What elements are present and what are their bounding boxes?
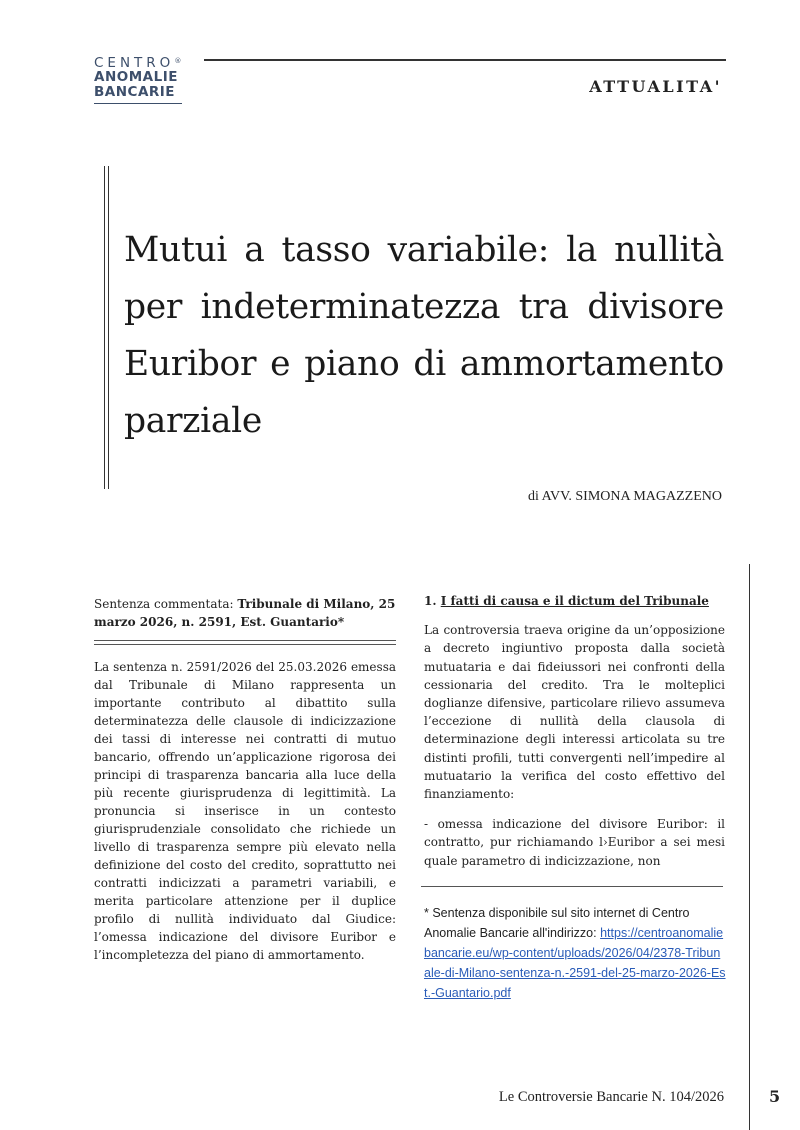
left-column: [94, 595, 396, 964]
footnote-text: * Sentenza disponibile sul sito internet di Centro Anomalie Bancarie all'indirizzo:: [424, 906, 690, 940]
footnote: [424, 903, 726, 1003]
publisher-logo: [94, 56, 206, 104]
cited-label: Sentenza commentata:: [94, 597, 238, 611]
right-margin-bar: [749, 564, 750, 1130]
header-rule: [204, 59, 726, 61]
bullet-paragraph: - omessa indicazione del divisore Euribor: il contratto, pur richiamando l›Euribor a sei mesi quale parametro di indicizzazione, non: [424, 817, 725, 868]
journal-footer: Le Controversie Bancarie N. 104/2026: [498, 1089, 724, 1105]
footnote-link[interactable]: https://centroanomaliebancarie.eu/wp-content/uploads/2026/04/2378-Tribunale-di-Milano-sentenza-n.-2591-del-25-marzo-2026-Est.-Guantario.pdf: [424, 926, 726, 1000]
title-accent-bar: [104, 166, 109, 489]
logo-line-centro: CENTRO®: [94, 55, 182, 71]
logo-line-bancarie: BANCARIE: [94, 84, 176, 100]
page-number: 5: [769, 1087, 781, 1106]
logo-line-anomalie: ANOMALIE: [94, 69, 178, 85]
left-divider-bottom: [94, 644, 396, 645]
section-heading: 1. I fatti di causa e il dictum del Tribunale: [424, 594, 709, 608]
abstract-paragraph: La sentenza n. 2591/2026 del 25.03.2026 emessa dal Tribunale di Milano rappresenta un importante contributo al dibattito sulla determinatezza delle clausole di indicizzazione dei tassi di interesse nei contratti di mutuo bancario, offrendo un’applicazione rigorosa dei principi di trasparenza bancaria alla luce della più recente giurisprudenza di legittimità. La pronuncia si inserisce in un contesto giurisprudenziale consolidato che richiede un livello di trasparenza sempre più elevato nella definizione del costo del credito, soprattutto nei contratti indicizzati a parametri variabili, e merita particolare attenzione per il duplice profilo di nullità individuato dal Giudice: l’omessa indicazione del divisore Euribor e l’incompletezza del piano di ammortamento.: [94, 660, 396, 962]
article-title: Mutui a tasso variabile: la nullità per indeterminatezza tra divisore Euribor e piano di ammortamento parziale: [124, 230, 724, 441]
right-column: [424, 592, 725, 869]
section-label: ATTUALITA': [589, 77, 722, 96]
footnote-rule: [421, 886, 723, 887]
left-divider-top: [94, 640, 396, 641]
cited-ruling: [94, 595, 396, 631]
cited-reference: Tribunale di Milano, 25 marzo 2026, n. 2591, Est. Guantario*: [94, 597, 396, 629]
logo-underline: [94, 103, 182, 104]
article-author: di AVV. SIMONA MAGAZZENO: [528, 489, 722, 504]
body-paragraph: La controversia traeva origine da un’opposizione a decreto ingiuntivo proposta dalla società mutuataria e dai fideiussori nei confronti della cessionaria del credito. Tra le molteplici doglianze difensive, particolare rilievo assumeva l’eccezione di nullità della clausola di determinazione degli interessi articolata su tre distinti profili, tutti convergenti nell’impedire al mutuatario la verifica del costo effettivo del finanziamento:: [424, 623, 725, 802]
